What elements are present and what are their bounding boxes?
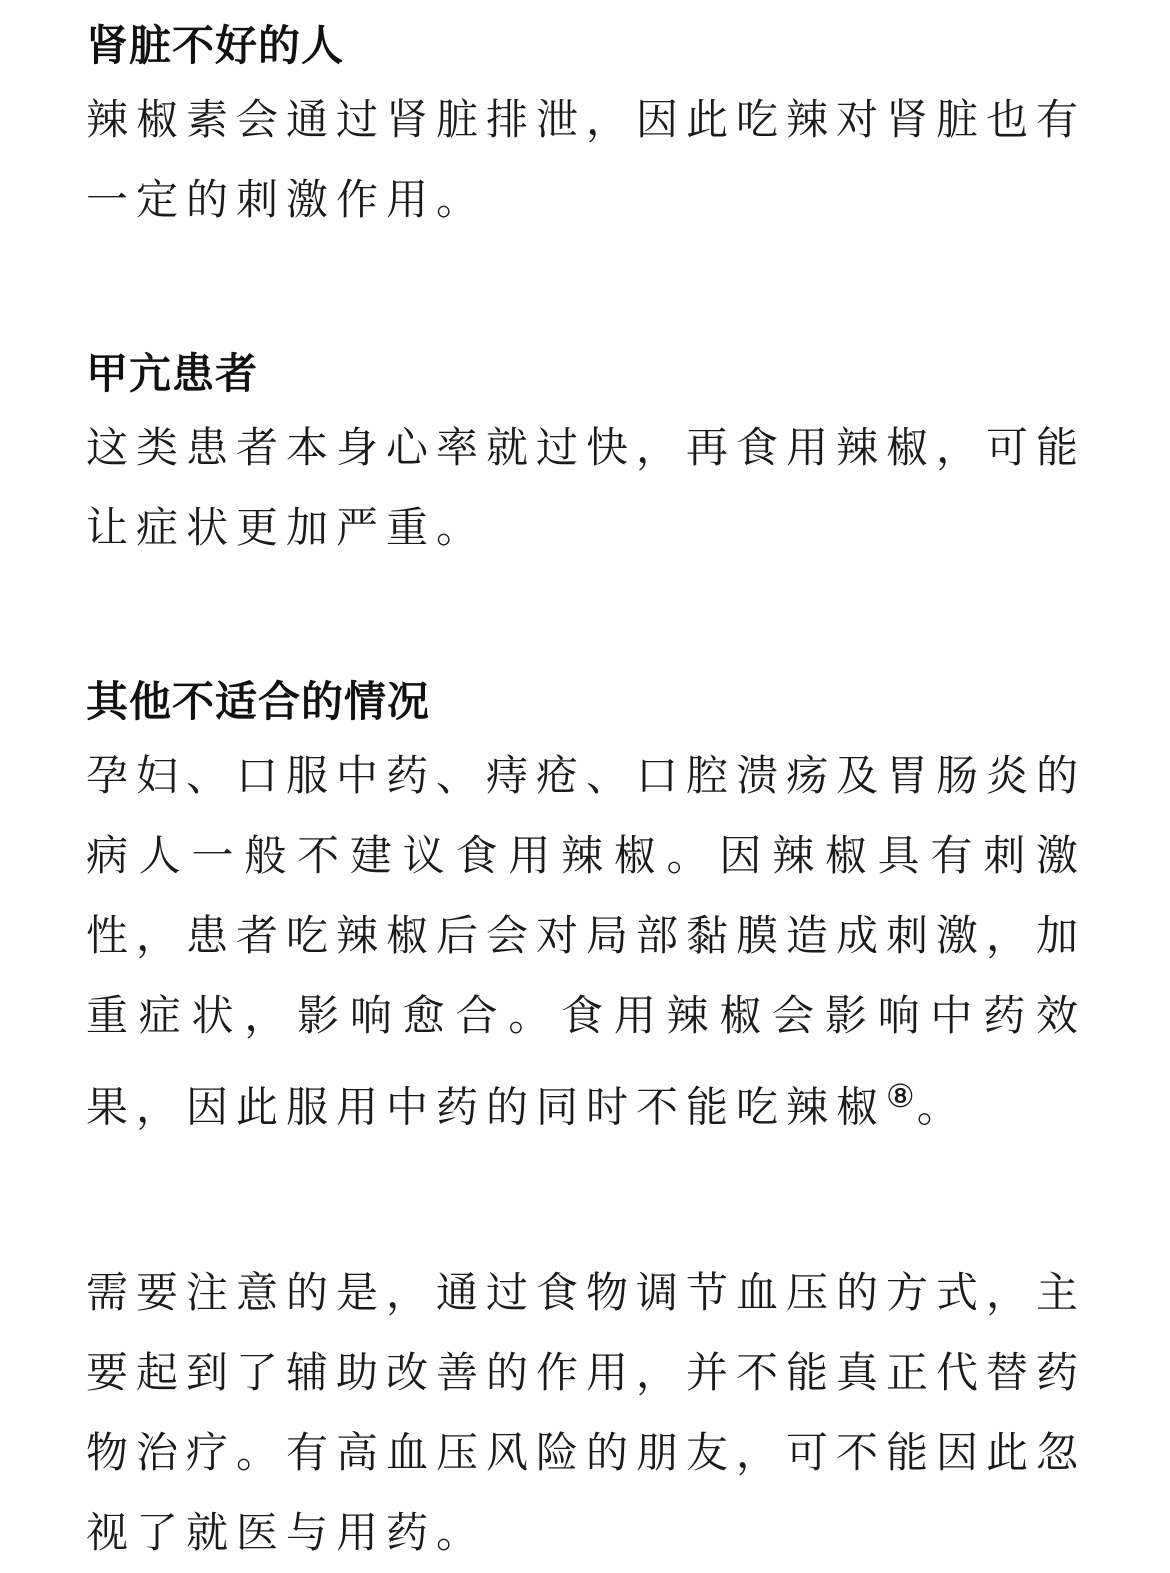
section-body-text: 孕妇、口服中药、痔疮、口腔溃疡及胃肠炎的病人一般不建议食用辣椒。因辣椒具有刺激性，患者吃辣椒后会对局部黏膜造成刺激，加重症状，影响愈合。食用辣椒会影响中药效果，因此服用中药的同时不能吃辣椒 [86,751,1087,1132]
article-body [86,12,1086,1573]
section-body-other-conditions [86,736,1086,1147]
section-title-hyperthyroid: 甲亢患者 [86,349,259,398]
section-spacer [86,1147,1086,1253]
section-body-end: 。 [916,1082,967,1132]
section-title-other-conditions: 其他不适合的情况 [86,677,431,726]
closing-note: 需要注意的是，通过食物调节血压的方式，主要起到了辅助改善的作用，并不能真正代替药物治疗。有高血压风险的朋友，可不能因此忽视了就医与用药。 [86,1268,1087,1558]
section-body-kidney: 辣椒素会通过肾脏排泄，因此吃辣对肾脏也有一定的刺激作用。 [86,95,1087,224]
section-spacer [86,240,1086,340]
section-body-hyperthyroid: 这类患者本身心率就过快，再食用辣椒，可能让症状更加严重。 [86,423,1087,552]
footnote-marker: ⑧ [886,1077,917,1115]
section-spacer [86,568,1086,668]
section-title-kidney: 肾脏不好的人 [86,21,345,70]
